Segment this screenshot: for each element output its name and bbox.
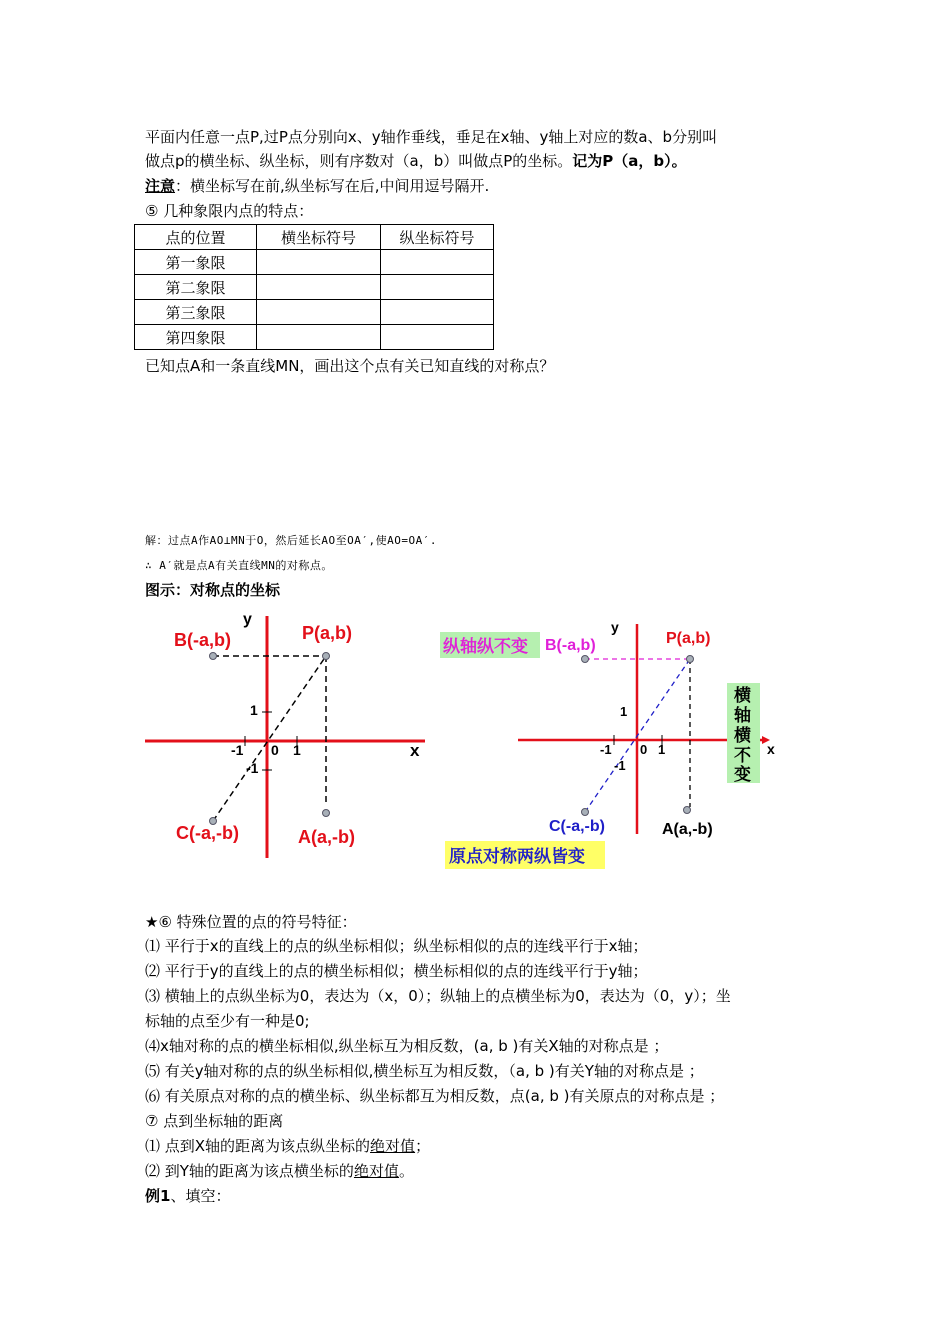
tick-label-y-1: 1 [620, 704, 628, 719]
tick-label-y-neg1: -1 [246, 760, 259, 776]
absolute-value-term: 绝对值 [353, 1162, 399, 1180]
tick-label-y-neg1: -1 [614, 758, 626, 773]
table-cell [381, 275, 494, 300]
table-header: 横坐标符号 [257, 225, 381, 250]
diagram-title: 图示：对称点的坐标 [145, 581, 281, 599]
note-text: ：横坐标写在前,纵坐标写在后,中间用逗号隔开. [175, 177, 490, 195]
special-item-3: ⑶ 横轴上的点纵坐标为0，表达为（x，0）；纵轴上的点横坐标为0，表达为（0，y）；坐 [145, 987, 731, 1005]
axis-x-label: x [410, 741, 420, 760]
distance-item-1 [145, 1135, 430, 1157]
distance-item-2 [145, 1160, 414, 1182]
note-vertical-axis: 纵轴纵不变 [443, 637, 528, 656]
dashed-line-c-p [213, 656, 326, 821]
table-header: 纵坐标符号 [381, 225, 494, 250]
special-heading: ★⑥ 特殊位置的点的符号特征： [145, 913, 357, 931]
special-item-5: ⑸ 有关y轴对称的点的纵坐标相似,横坐标互为相反数，（a, b )有关Y轴的对称点是 ； [145, 1062, 704, 1080]
table-row [135, 300, 494, 325]
tick-label-origin: 0 [271, 742, 279, 758]
axis-y-label: y [611, 619, 619, 635]
punctuation: 。 [398, 1162, 414, 1180]
special-item-4: ⑷x轴对称的点的横坐标相似,纵坐标互为相反数，(a, b )有关X轴的对称点是 ； [145, 1037, 669, 1055]
table-header-row [135, 225, 494, 250]
quadrant-heading: ⑤ 几种象限内点的特点： [145, 202, 314, 220]
distance-item-2-text: ⑵ 到Y轴的距离为该点横坐标的 [145, 1162, 354, 1180]
left-symmetry-diagram [140, 608, 430, 868]
tick-label-x-neg1: -1 [600, 742, 612, 757]
point-p [323, 653, 330, 660]
table-cell: 第四象限 [135, 325, 257, 350]
table-header: 点的位置 [135, 225, 257, 250]
tick-label-x-1: 1 [293, 742, 301, 758]
tick-label-x-1: 1 [658, 742, 666, 757]
note-horizontal-axis-char: 变 [734, 765, 751, 784]
axis-x-label: x [767, 741, 775, 757]
table-cell: 第三象限 [135, 300, 257, 325]
solution-line-2: ∴ A′就是点A有关直线MN的对称点。 [145, 559, 333, 572]
note-line [145, 175, 489, 197]
table-row [135, 250, 494, 275]
table-cell [257, 275, 381, 300]
point-a [684, 807, 691, 814]
point-a [323, 810, 330, 817]
example-label: 例1 [145, 1187, 171, 1205]
label-b: B(-a,b) [545, 637, 596, 654]
intro-line-2 [145, 150, 687, 172]
note-horizontal-axis-char: 轴 [734, 706, 751, 725]
distance-heading: ⑦ 点到坐标轴的距离 [145, 1112, 284, 1130]
special-item-1: ⑴ 平行于x的直线上的点的纵坐标相似；纵坐标相似的点的连线平行于x轴； [145, 937, 648, 955]
table-cell [257, 300, 381, 325]
axis-y-label: y [243, 611, 252, 628]
special-item-3-cont: 标轴的点至少有一种是0; [145, 1012, 310, 1030]
table-cell [381, 300, 494, 325]
table-row [135, 275, 494, 300]
point-b [582, 656, 589, 663]
note-horizontal-axis-char: 不 [734, 746, 751, 765]
label-b: B(-a,b) [174, 630, 231, 650]
point-p [687, 656, 694, 663]
label-c: C(-a,-b) [176, 823, 239, 843]
note-label: 注意 [145, 177, 176, 195]
table-cell: 第二象限 [135, 275, 257, 300]
point-b [210, 653, 217, 660]
point-c [582, 809, 589, 816]
tick-label-x-neg1: -1 [231, 742, 244, 758]
coordinate-notation: 记为P（a，b）。 [572, 152, 687, 170]
table-cell [257, 250, 381, 275]
absolute-value-term: 绝对值 [370, 1137, 416, 1155]
table-cell [381, 325, 494, 350]
table-cell [257, 325, 381, 350]
label-a: A(a,-b) [662, 821, 713, 838]
example-text: 、填空： [170, 1187, 231, 1205]
table-cell [381, 250, 494, 275]
note-origin: 原点对称两纵皆变 [449, 847, 585, 866]
table-cell: 第一象限 [135, 250, 257, 275]
label-p: P(a,b) [666, 630, 711, 647]
note-horizontal-axis-char: 横 [734, 726, 751, 745]
distance-item-1-text: ⑴ 点到X轴的距离为该点纵坐标的 [145, 1137, 371, 1155]
note-horizontal-axis-char: 横 [734, 686, 751, 705]
right-symmetry-diagram [440, 612, 790, 872]
tick-label-origin: 0 [640, 742, 648, 757]
label-a: A(a,-b) [298, 827, 355, 847]
intro-line-1: 平面内任意一点P,过P点分别向x、y轴作垂线，垂足在x轴、y轴上对应的数a、b分别叫 [145, 128, 718, 146]
example-line [145, 1185, 230, 1207]
intro-line-2-text: 做点p的横坐标、纵坐标，则有序数对（a，b）叫做点P的坐标。 [145, 152, 573, 170]
label-p: P(a,b) [302, 623, 353, 643]
special-item-6: ⑹ 有关原点对称的点的横坐标、纵坐标都互为相反数，点(a, b )有关原点的对称点是 ； [145, 1087, 725, 1105]
tick-label-y-1: 1 [250, 702, 258, 718]
label-c: C(-a,-b) [549, 818, 605, 835]
solution-line-1: 解：过点A作AO⊥MN于O，然后延长AO至OA′,使AO=OA′. [145, 534, 437, 547]
table-row [135, 325, 494, 350]
symmetry-question: 已知点A和一条直线MN，画出这个点有关已知直线的对称点？ [145, 357, 555, 375]
punctuation: ； [415, 1137, 431, 1155]
quadrant-table [134, 224, 494, 350]
special-item-2: ⑵ 平行于y的直线上的点的横坐标相似；横坐标相似的点的连线平行于y轴； [145, 962, 648, 980]
